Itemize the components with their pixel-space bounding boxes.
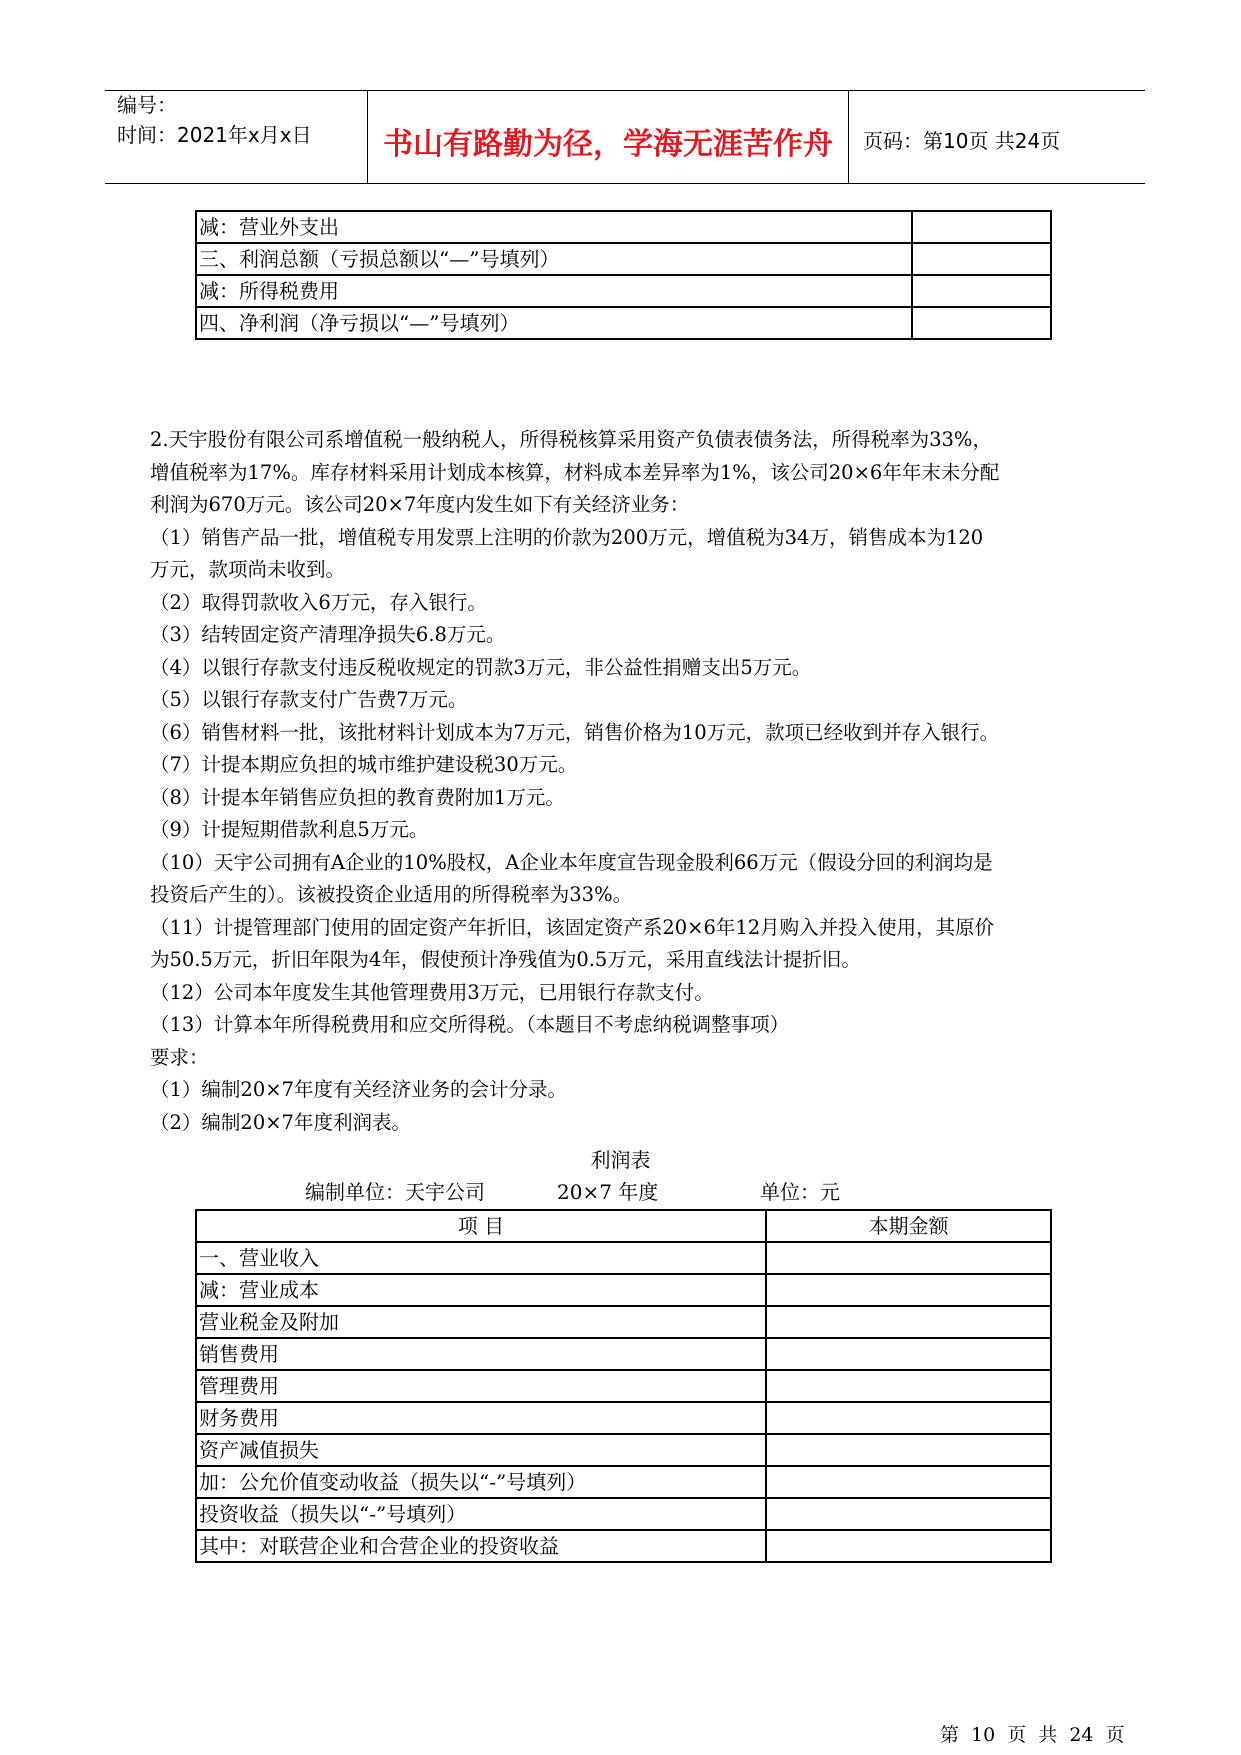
text-line: （8）计提本年销售应负担的教育费附加1万元。 [150, 785, 565, 809]
statement-currency: 单位：元 [760, 1180, 840, 1204]
table-row [196, 307, 1051, 339]
text-line: （1）编制20×7年度有关经济业务的会计分录。 [150, 1078, 567, 1101]
header-page-label: 页码：第10页 共24页 [863, 129, 1061, 153]
table-cell-amount [766, 1434, 1051, 1466]
statement-unit-org: 编制单位：天宇公司 [305, 1180, 485, 1204]
table-cell-amount [912, 243, 1051, 275]
table-cell-item: 减：营业成本 [196, 1274, 766, 1306]
text-line: 要求： [150, 1045, 209, 1069]
text-line: （11）计提管理部门使用的固定资产年折旧，该固定资产系20×6年12月购入并投入使用，其原价 [150, 915, 995, 939]
header-right-cell [849, 91, 1145, 183]
text-line: （2）取得罚款收入6万元，存入银行。 [150, 590, 487, 614]
table-cell-item: 营业税金及附加 [196, 1306, 766, 1338]
table-cell-item: 三、利润总额（亏损总额以“—”号填列） [196, 243, 912, 275]
text-line: （6）销售材料一批，该批材料计划成本为7万元，销售价格为10万元，款项已经收到并存入银行。 [150, 720, 1000, 744]
income-statement-table [195, 1209, 1052, 1563]
table-row [196, 1466, 1051, 1498]
header-left-cell [105, 91, 368, 183]
text-line: （3）结转固定资产清理净损失6.8万元。 [150, 623, 506, 646]
table-cell-amount [766, 1498, 1051, 1530]
table-cell-amount [766, 1402, 1051, 1434]
table-cell-amount [766, 1466, 1051, 1498]
text-line: 投资后产生的）。该被投资企业适用的所得税率为33%。 [150, 883, 633, 906]
income-table-continued [195, 210, 1052, 340]
table-cell-item: 一、营业收入 [196, 1242, 766, 1274]
table-cell-amount [912, 275, 1051, 307]
table-cell-amount [766, 1274, 1051, 1306]
table-cell-amount [766, 1530, 1051, 1562]
table-row [196, 1498, 1051, 1530]
table-row [196, 1338, 1051, 1370]
table-cell-item: 减：所得税费用 [196, 275, 912, 307]
text-line: 为50.5万元，折旧年限为4年，假使预计净残值为0.5万元，采用直线法计提折旧。 [150, 948, 861, 971]
table-cell-item: 管理费用 [196, 1370, 766, 1402]
table-cell-item: 其中：对联营企业和合营企业的投资收益 [196, 1530, 766, 1562]
motto-text: 书山有路勤为径，学海无涯苦作舟 [383, 127, 833, 162]
column-header-amount: 本期金额 [766, 1210, 1051, 1242]
problem-text [150, 424, 1100, 1139]
table-row [196, 211, 1051, 243]
table-row [196, 1530, 1051, 1562]
text-line: （1）销售产品一批，增值税专用发票上注明的价款为200万元，增值税为34万，销售成本为120 [150, 525, 984, 549]
footer-page-number: 第 10 页 共 24 页 [940, 1724, 1125, 1746]
text-line: 2.天宇股份有限公司系增值税一般纳税人，所得税核算采用资产负债表债务法，所得税率为33%， [150, 428, 992, 451]
table-row [196, 243, 1051, 275]
text-line: （4）以银行存款支付违反税收规定的罚款3万元，非公益性捐赠支出5万元。 [150, 655, 812, 679]
table-cell-item: 资产减值损失 [196, 1434, 766, 1466]
table-cell-amount [766, 1242, 1051, 1274]
table-cell-item: 投资收益（损失以“-”号填列） [196, 1498, 766, 1530]
table-cell-item: 四、净利润（净亏损以“—”号填列） [196, 307, 912, 339]
text-line: （10）天宇公司拥有A企业的10%股权，A企业本年度宣告现金股利66万元（假设分回的利润均是 [150, 850, 993, 874]
table-cell-item: 财务费用 [196, 1402, 766, 1434]
table-header-row [196, 1210, 1051, 1242]
statement-year: 20×7 年度 [557, 1180, 659, 1204]
text-line: （5）以银行存款支付广告费7万元。 [150, 688, 468, 711]
table-cell-item: 销售费用 [196, 1338, 766, 1370]
table-row [196, 1306, 1051, 1338]
header-middle-cell [368, 91, 849, 183]
document-number-label: 编号： [117, 93, 177, 117]
table-row [196, 1402, 1051, 1434]
page-header [105, 90, 1145, 184]
column-header-item: 项 目 [196, 1210, 766, 1242]
document-time-label: 时间：2021年x月x日 [117, 123, 312, 147]
table-cell-amount [912, 211, 1051, 243]
table-cell-amount [912, 307, 1051, 339]
table-cell-item: 减：营业外支出 [196, 211, 912, 243]
table-cell-amount [766, 1338, 1051, 1370]
table-cell-item: 加：公允价值变动收益（损失以“-”号填列） [196, 1466, 766, 1498]
text-line: 增值税率为17%。库存材料采用计划成本核算，材料成本差异率为1%，该公司20×6年年末未分配 [150, 460, 1000, 484]
text-line: 利润为670万元。该公司20×7年度内发生如下有关经济业务： [150, 493, 690, 516]
text-line: 万元，款项尚未收到。 [150, 558, 346, 581]
text-line: （12）公司本年度发生其他管理费用3万元，已用银行存款支付。 [150, 980, 714, 1004]
table-cell-amount [766, 1306, 1051, 1338]
text-line: （2）编制20×7年度利润表。 [150, 1110, 411, 1134]
table-row [196, 1274, 1051, 1306]
table-row [196, 1242, 1051, 1274]
text-line: （9）计提短期借款利息5万元。 [150, 818, 429, 841]
text-line: （13）计算本年所得税费用和应交所得税。（本题目不考虑纳税调整事项） [150, 1013, 790, 1036]
table-row [196, 1434, 1051, 1466]
table-row [196, 275, 1051, 307]
table-cell-amount [766, 1370, 1051, 1402]
statement-title: 利润表 [590, 1148, 651, 1172]
table-row [196, 1370, 1051, 1402]
text-line: （7）计提本期应负担的城市维护建设税30万元。 [150, 753, 578, 776]
